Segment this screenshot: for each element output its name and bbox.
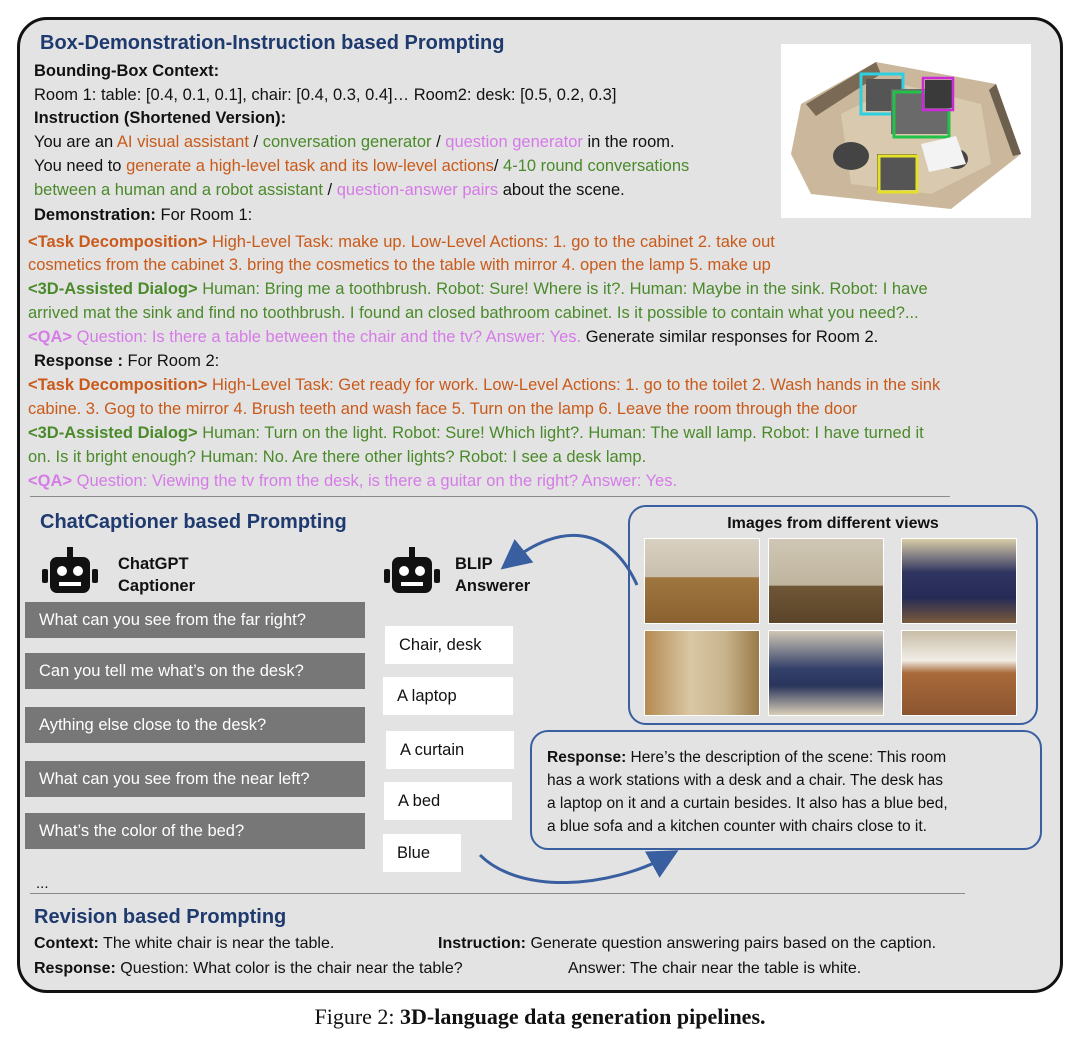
view-image-desk — [768, 538, 884, 624]
revision-context-label: Context: — [34, 935, 99, 952]
response-text-1: Here’s the description of the scene: This room — [626, 749, 947, 766]
revision-context-text: The white chair is near the table. — [98, 935, 335, 952]
instr-sep: / — [431, 133, 446, 151]
captioner-label-line-1: ChatGPT — [118, 555, 189, 573]
response-label: Response : — [34, 352, 123, 370]
demo-qa-tag: <QA> — [28, 328, 73, 346]
instr-sep: / — [322, 181, 337, 199]
answerer-label-line-2: Answerer — [455, 577, 531, 595]
box-section-title: Box-Demonstration-Instruction based Prompting — [40, 32, 505, 54]
response-line-1 — [547, 746, 948, 769]
instr-conversations: 4-10 round conversations — [503, 157, 690, 175]
question-box: What can you see from the far right? — [25, 602, 365, 638]
resp-dialog-line-2: on. Is it bright enough? Human: No. Are there other lights? Robot: I see a desk lamp. — [28, 448, 647, 466]
response-line-3: a laptop on it and a curtain besides. It also has a blue bed, — [547, 795, 948, 812]
instr-sep: / — [248, 133, 263, 151]
response-room: For Room 2: — [122, 352, 220, 370]
caption-prefix: Figure 2: — [314, 1004, 401, 1029]
demonstration-label: Demonstration: — [34, 206, 156, 224]
revision-context — [34, 935, 334, 953]
instr-text: in the room. — [582, 133, 675, 151]
demo-task-tag: <Task Decomposition> — [28, 233, 208, 251]
revision-instruction — [438, 935, 936, 953]
revision-response — [34, 960, 463, 978]
revision-instruction-text: Generate question answering pairs based on the caption. — [526, 935, 937, 952]
figure-caption — [0, 1004, 1080, 1030]
instr-text: You need to — [34, 157, 127, 175]
section-divider-2 — [30, 893, 965, 894]
revision-answer: Answer: The chair near the table is white. — [568, 960, 862, 977]
answer-box: A curtain — [386, 731, 514, 769]
arrow-to-response — [480, 855, 668, 883]
instr-conversations-cont: between a human and a robot assistant — [34, 181, 323, 199]
revision-section-title: Revision based Prompting — [34, 906, 287, 928]
instruction-label: Instruction (Shortened Version): — [34, 109, 287, 127]
resp-task-text: High-Level Task: Get ready for work. Low-Level Actions: 1. go to the toilet 2. Wash hands in the sink — [207, 376, 941, 394]
resp-task-line-2: cabine. 3. Gog to the mirror 4. Brush teeth and wash face 5. Turn on the lamp 6. Leave the room through the door — [28, 400, 858, 418]
revision-instruction-label: Instruction: — [438, 935, 526, 952]
question-box: What can you see from the near left? — [25, 761, 365, 797]
demo-qa-text: Question: Is there a table between the chair and the tv? Answer: Yes. — [72, 328, 582, 346]
caption-title: 3D-language data generation pipelines. — [400, 1004, 766, 1029]
question-box: What’s the color of the bed? — [25, 813, 365, 849]
response-label: Response: — [547, 749, 627, 766]
views-title: Images from different views — [727, 515, 939, 532]
view-image-hallway-guitar — [644, 630, 760, 716]
demo-task-line-2: cosmetics from the cabinet 3. bring the cosmetics to the table with mirror 4. open the lamp 5. make up — [28, 256, 771, 274]
arrow-images-to-blip — [510, 535, 637, 585]
view-image-sofa — [768, 630, 884, 716]
answer-box: A laptop — [383, 677, 513, 715]
view-image-bed — [901, 538, 1017, 624]
instr-task-generation: generate a high-level task and its low-level actions — [126, 157, 494, 175]
answerer-label-line-1: BLIP — [455, 555, 493, 573]
view-image-kitchen-stools — [901, 630, 1017, 716]
answer-box: Blue — [383, 834, 461, 872]
resp-dialog-tag: <3D-Assisted Dialog> — [28, 424, 198, 442]
response-line-2: has a work stations with a desk and a chair. The desk has — [547, 772, 944, 789]
instr-text: You are an — [34, 133, 117, 151]
question-box: Can you tell me what’s on the desk? — [25, 653, 365, 689]
bbox-context-text: Room 1: table: [0.4, 0.1, 0.1], chair: [0.4, 0.3, 0.4]… Room2: desk: [0.5, 0.2, 0.3] — [34, 86, 617, 104]
instr-conversation-generator: conversation generator — [262, 133, 432, 151]
response-text — [547, 746, 948, 838]
captioner-label-line-2: Captioner — [118, 577, 196, 595]
demo-dialog-tag: <3D-Assisted Dialog> — [28, 280, 198, 298]
demo-qa-tail: Generate similar responses for Room 2. — [581, 328, 879, 346]
instr-question-generator: question generator — [445, 133, 583, 151]
demo-task-text: High-Level Task: make up. Low-Level Actions: 1. go to the cabinet 2. take out — [207, 233, 775, 251]
demonstration-room: For Room 1: — [155, 206, 253, 224]
instr-sep: / — [493, 157, 504, 175]
resp-qa-tag: <QA> — [28, 472, 73, 490]
resp-dialog-text: Human: Turn on the light. Robot: Sure! Which light?. Human: The wall lamp. Robot: I have turned it — [197, 424, 924, 442]
revision-response-text: Question: What color is the chair near the table? — [115, 960, 463, 977]
question-box: Aything else close to the desk? — [25, 707, 365, 743]
demo-dialog-line-2: arrived mat the sink and find no toothbrush. I found an closed bathroom cabinet. Is it possible to contain what you need?... — [28, 304, 919, 322]
revision-response-label: Response: — [34, 960, 116, 977]
response-line-4: a blue sofa and a kitchen counter with chairs close to it. — [547, 818, 927, 835]
resp-qa-text: Question: Viewing the tv from the desk, is there a guitar on the right? Answer: Yes. — [72, 472, 678, 490]
bbox-context-label: Bounding-Box Context: — [34, 62, 220, 80]
answer-box: A bed — [384, 782, 512, 820]
ellipsis: ... — [36, 875, 49, 892]
answer-box: Chair, desk — [385, 626, 513, 664]
instr-ai-assistant: AI visual assistant — [116, 133, 249, 151]
instr-text: about the scene. — [498, 181, 625, 199]
view-image-kitchen-counter — [644, 538, 760, 624]
instr-qa-pairs: question-answer pairs — [336, 181, 499, 199]
resp-task-tag: <Task Decomposition> — [28, 376, 208, 394]
chat-section-title: ChatCaptioner based Prompting — [40, 511, 347, 533]
demo-dialog-text: Human: Bring me a toothbrush. Robot: Sure! Where is it?. Human: Maybe in the sink. Robot: I have — [197, 280, 928, 298]
